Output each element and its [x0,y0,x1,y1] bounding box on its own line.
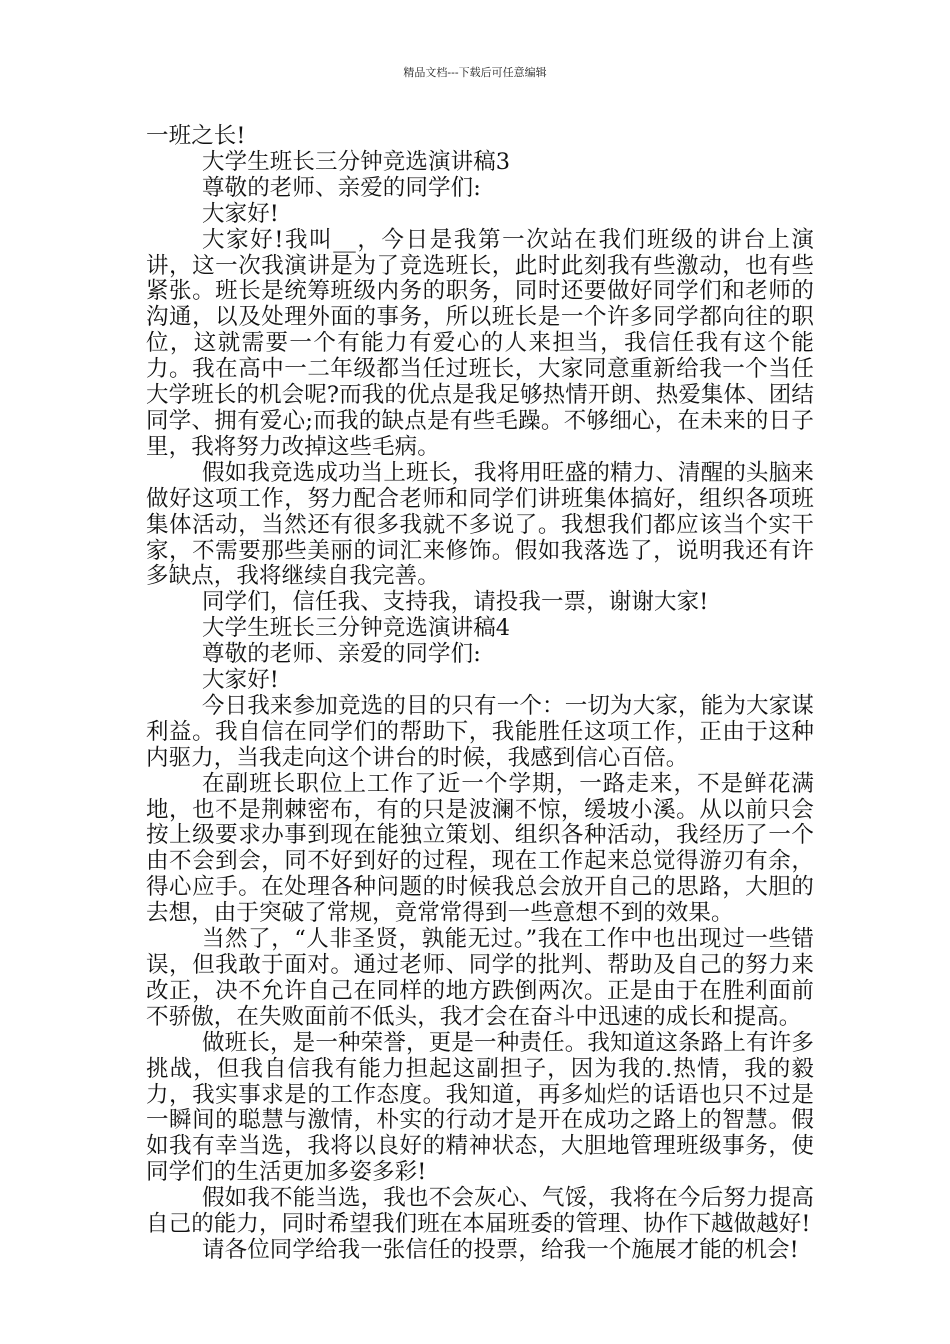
greeting: 大家好! [202,200,279,227]
paragraph-purpose: 今日我来参加竞选的目的只有一个：一切为大家，能为大家谋利益。我自信在同学们的帮助下，我能胜任这项工作，正由于这种内驱力，当我走向这个讲台的时候，我感到信心百倍。 [146,692,814,771]
paragraph-intro: 大家好!我叫__，今日是我第一次站在我们班级的讲台上演讲，这一次我演讲是为了竞选班长，此时此刻我有些激动，也有些紧张。班长是统筹班级内务的职务，同时还要做好同学们和老师的沟通，以及处理外面的事务，所以班长是一个许多同学都向往的职位，这就需要一个有能力有爱心的人来担当，我信任我有这个能力。我在高中一二年级都当任过班长，大家同意重新给我一个当任大学班长的机会呢?而我的优点是我足够热情开朗、热爱集体、团结同学、拥有爱心;而我的缺点是有些毛躁。不够细心，在未来的日子里，我将努力改掉这些毛病。 [146,226,814,460]
paragraph-if-not-elected: 假如我不能当选，我也不会灰心、气馁，我将在今后努力提高自己的能力，同时希望我们班在本届班委的管理、协作下越做越好! [146,1185,814,1238]
page-header: 精品文档---下载后可任意编辑 [403,66,547,79]
section-title-4: 大学生班长三分钟竞选演讲稿4 [202,615,511,642]
greeting: 大家好! [202,667,279,694]
salutation: 尊敬的老师、亲爱的同学们: [202,641,481,668]
paragraph-experience: 在副班长职位上工作了近一个学期，一路走来，不是鲜花满地，也不是荆棘密布，有的只是波澜不惊，缓坡小溪。从以前只会按上级要求办事到现在能独立策划、组织各种活动，我经历了一个由不会到会，同不好到好的过程，现在工作起来总觉得游刃有余，得心应手。在处理各种问题的时候我总会放开自己的思路，大胆的去想，由于突破了常规，竟常常得到一些意想不到的效果。 [146,770,814,927]
paragraph-mistakes: 当然了，“人非圣贤，孰能无过。”我在工作中也出现过一些错误，但我敢于面对。通过老师、同学的批判、帮助及自己的努力来改正，决不允许自己在同样的地方跌倒两次。正是由于在胜利面前不骄傲，在失败面前不低头，我才会在奋斗中迅速的成长和提高。 [146,926,814,1030]
paragraph-1: 一班之长! [146,123,246,149]
section-title-3: 大学生班长三分钟竞选演讲稿3 [202,148,511,175]
paragraph-plan: 假如我竞选成功当上班长，我将用旺盛的精力、清醒的头脑来做好这项工作，努力配合老师和同学们讲班集体搞好，组织各项班集体活动，当然还有很多我就不多说了。我想我们都应该当个实干家，不需要那些美丽的词汇来修饰。假如我落选了，说明我还有许多缺点，我将继续自我完善。 [146,459,814,590]
paragraph-closing-3: 同学们，信任我、支持我，请投我一票，谢谢大家! [202,589,709,616]
salutation: 尊敬的老师、亲爱的同学们: [202,174,481,201]
document-body [146,124,814,1264]
paragraph-final-appeal: 请各位同学给我一张信任的投票，给我一个施展才能的机会! [202,1236,799,1263]
paragraph-responsibility: 做班长，是一种荣誉，更是一种责任。我知道这条路上有许多挑战，但我自信我有能力担起这副担子，因为我的.热情，我的毅力，我实事求是的工作态度。我知道，再多灿烂的话语也只不过是一瞬间的聪慧与激情，朴实的行动才是开在成功之路上的智慧。假如我有幸当选，我将以良好的精神状态，大胆地管理班级事务，使同学们的生活更加多姿多彩! [146,1029,814,1186]
